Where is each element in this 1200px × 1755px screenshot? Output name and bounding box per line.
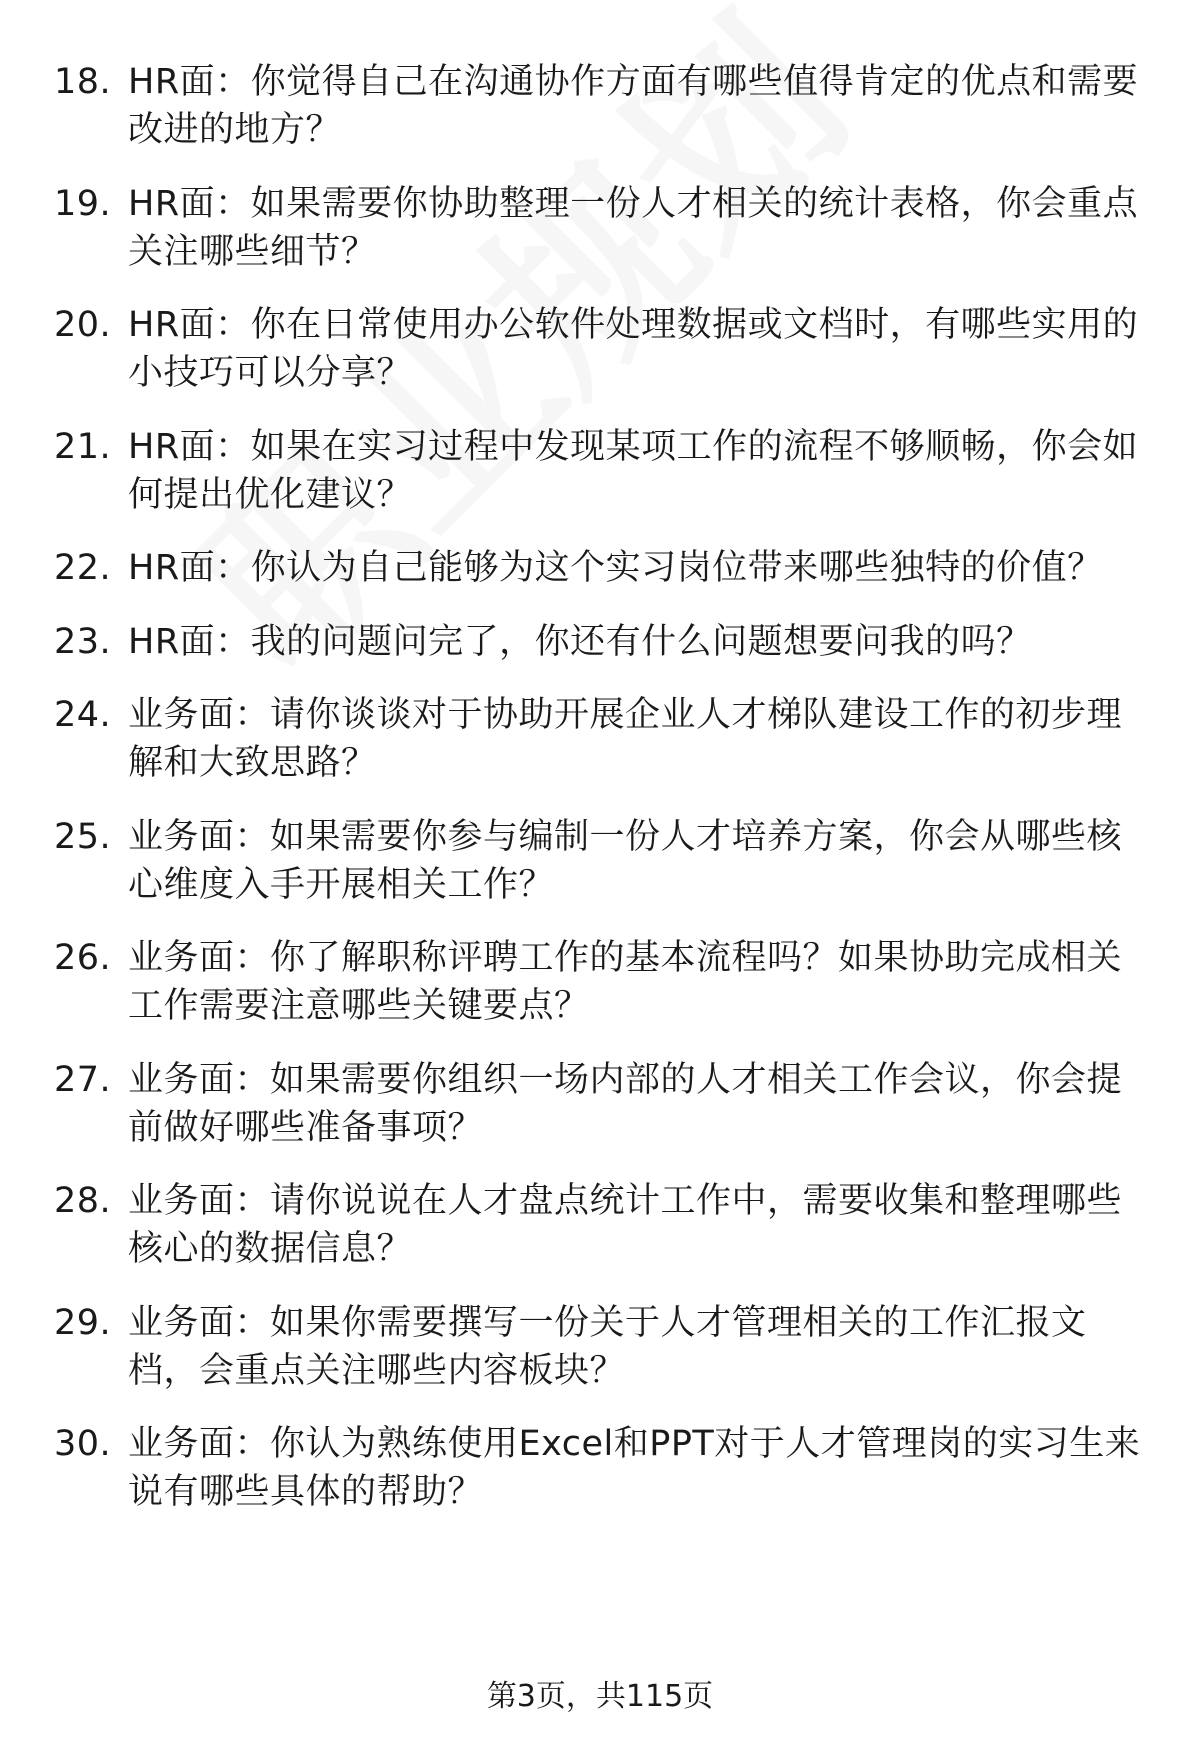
question-number: 28.: [54, 1181, 112, 1221]
question-text: 业务面：如果需要你组织一场内部的人才相关工作会议，你会提前做好哪些准备事项？: [128, 1059, 1123, 1148]
list-item: [54, 180, 1154, 276]
question-number: 22.: [54, 548, 112, 588]
question-text: HR面：你认为自己能够为这个实习岗位带来哪些独特的价值？: [128, 548, 1103, 588]
question-number: 26.: [54, 938, 112, 978]
page-number-footer: 第3页，共115页: [486, 1679, 714, 1714]
list-item: [54, 544, 1154, 592]
list-item: [54, 934, 1154, 1030]
question-text: 业务面：如果你需要撰写一份关于人才管理相关的工作汇报文档，会重点关注哪些内容板块？: [128, 1302, 1087, 1391]
question-text: HR面：如果需要你协助整理一份人才相关的统计表格，你会重点关注哪些细节？: [128, 183, 1139, 272]
list-item: [54, 58, 1154, 154]
question-number: 29.: [54, 1302, 112, 1343]
question-list: [54, 58, 1154, 1542]
question-text: HR面：你觉得自己在沟通协作方面有哪些值得肯定的优点和需要改进的地方？: [128, 62, 1139, 150]
list-item: [54, 301, 1154, 397]
question-text: 业务面：你了解职称评聘工作的基本流程吗？如果协助完成相关工作需要注意哪些关键要点？: [128, 938, 1123, 1026]
question-text: HR面：如果在实习过程中发现某项工作的流程不够顺畅，你会如何提出优化建议？: [128, 426, 1139, 515]
question-number: 30.: [54, 1424, 112, 1464]
list-item: [54, 423, 1154, 519]
list-item: [54, 813, 1154, 909]
question-number: 25.: [54, 816, 112, 857]
question-text: 业务面：如果需要你参与编制一份人才培养方案，你会从哪些核心维度入手开展相关工作？: [128, 816, 1123, 905]
list-item: [54, 618, 1154, 666]
list-item: [54, 1420, 1154, 1516]
list-item: [54, 1056, 1154, 1152]
question-number: 19.: [54, 183, 112, 224]
question-text: 业务面：请你谈谈对于协助开展企业人才梯队建设工作的初步理解和大致思路？: [128, 695, 1123, 783]
question-number: 24.: [54, 695, 112, 735]
question-text: 业务面：请你说说在人才盘点统计工作中，需要收集和整理哪些核心的数据信息？: [128, 1181, 1123, 1269]
question-text: HR面：我的问题问完了，你还有什么问题想要问我的吗？: [128, 621, 1032, 662]
question-number: 21.: [54, 426, 112, 467]
question-text: HR面：你在日常使用办公软件处理数据或文档时，有哪些实用的小技巧可以分享？: [128, 305, 1139, 393]
question-number: 27.: [54, 1059, 112, 1100]
question-number: 23.: [54, 621, 112, 662]
question-text: 业务面：你认为熟练使用Excel和PPT对于人才管理岗的实习生来说有哪些具体的帮助？: [128, 1424, 1141, 1512]
question-number: 18.: [54, 62, 112, 102]
list-item: [54, 1177, 1154, 1273]
list-item: [54, 691, 1154, 787]
question-number: 20.: [54, 305, 112, 345]
list-item: [54, 1299, 1154, 1395]
